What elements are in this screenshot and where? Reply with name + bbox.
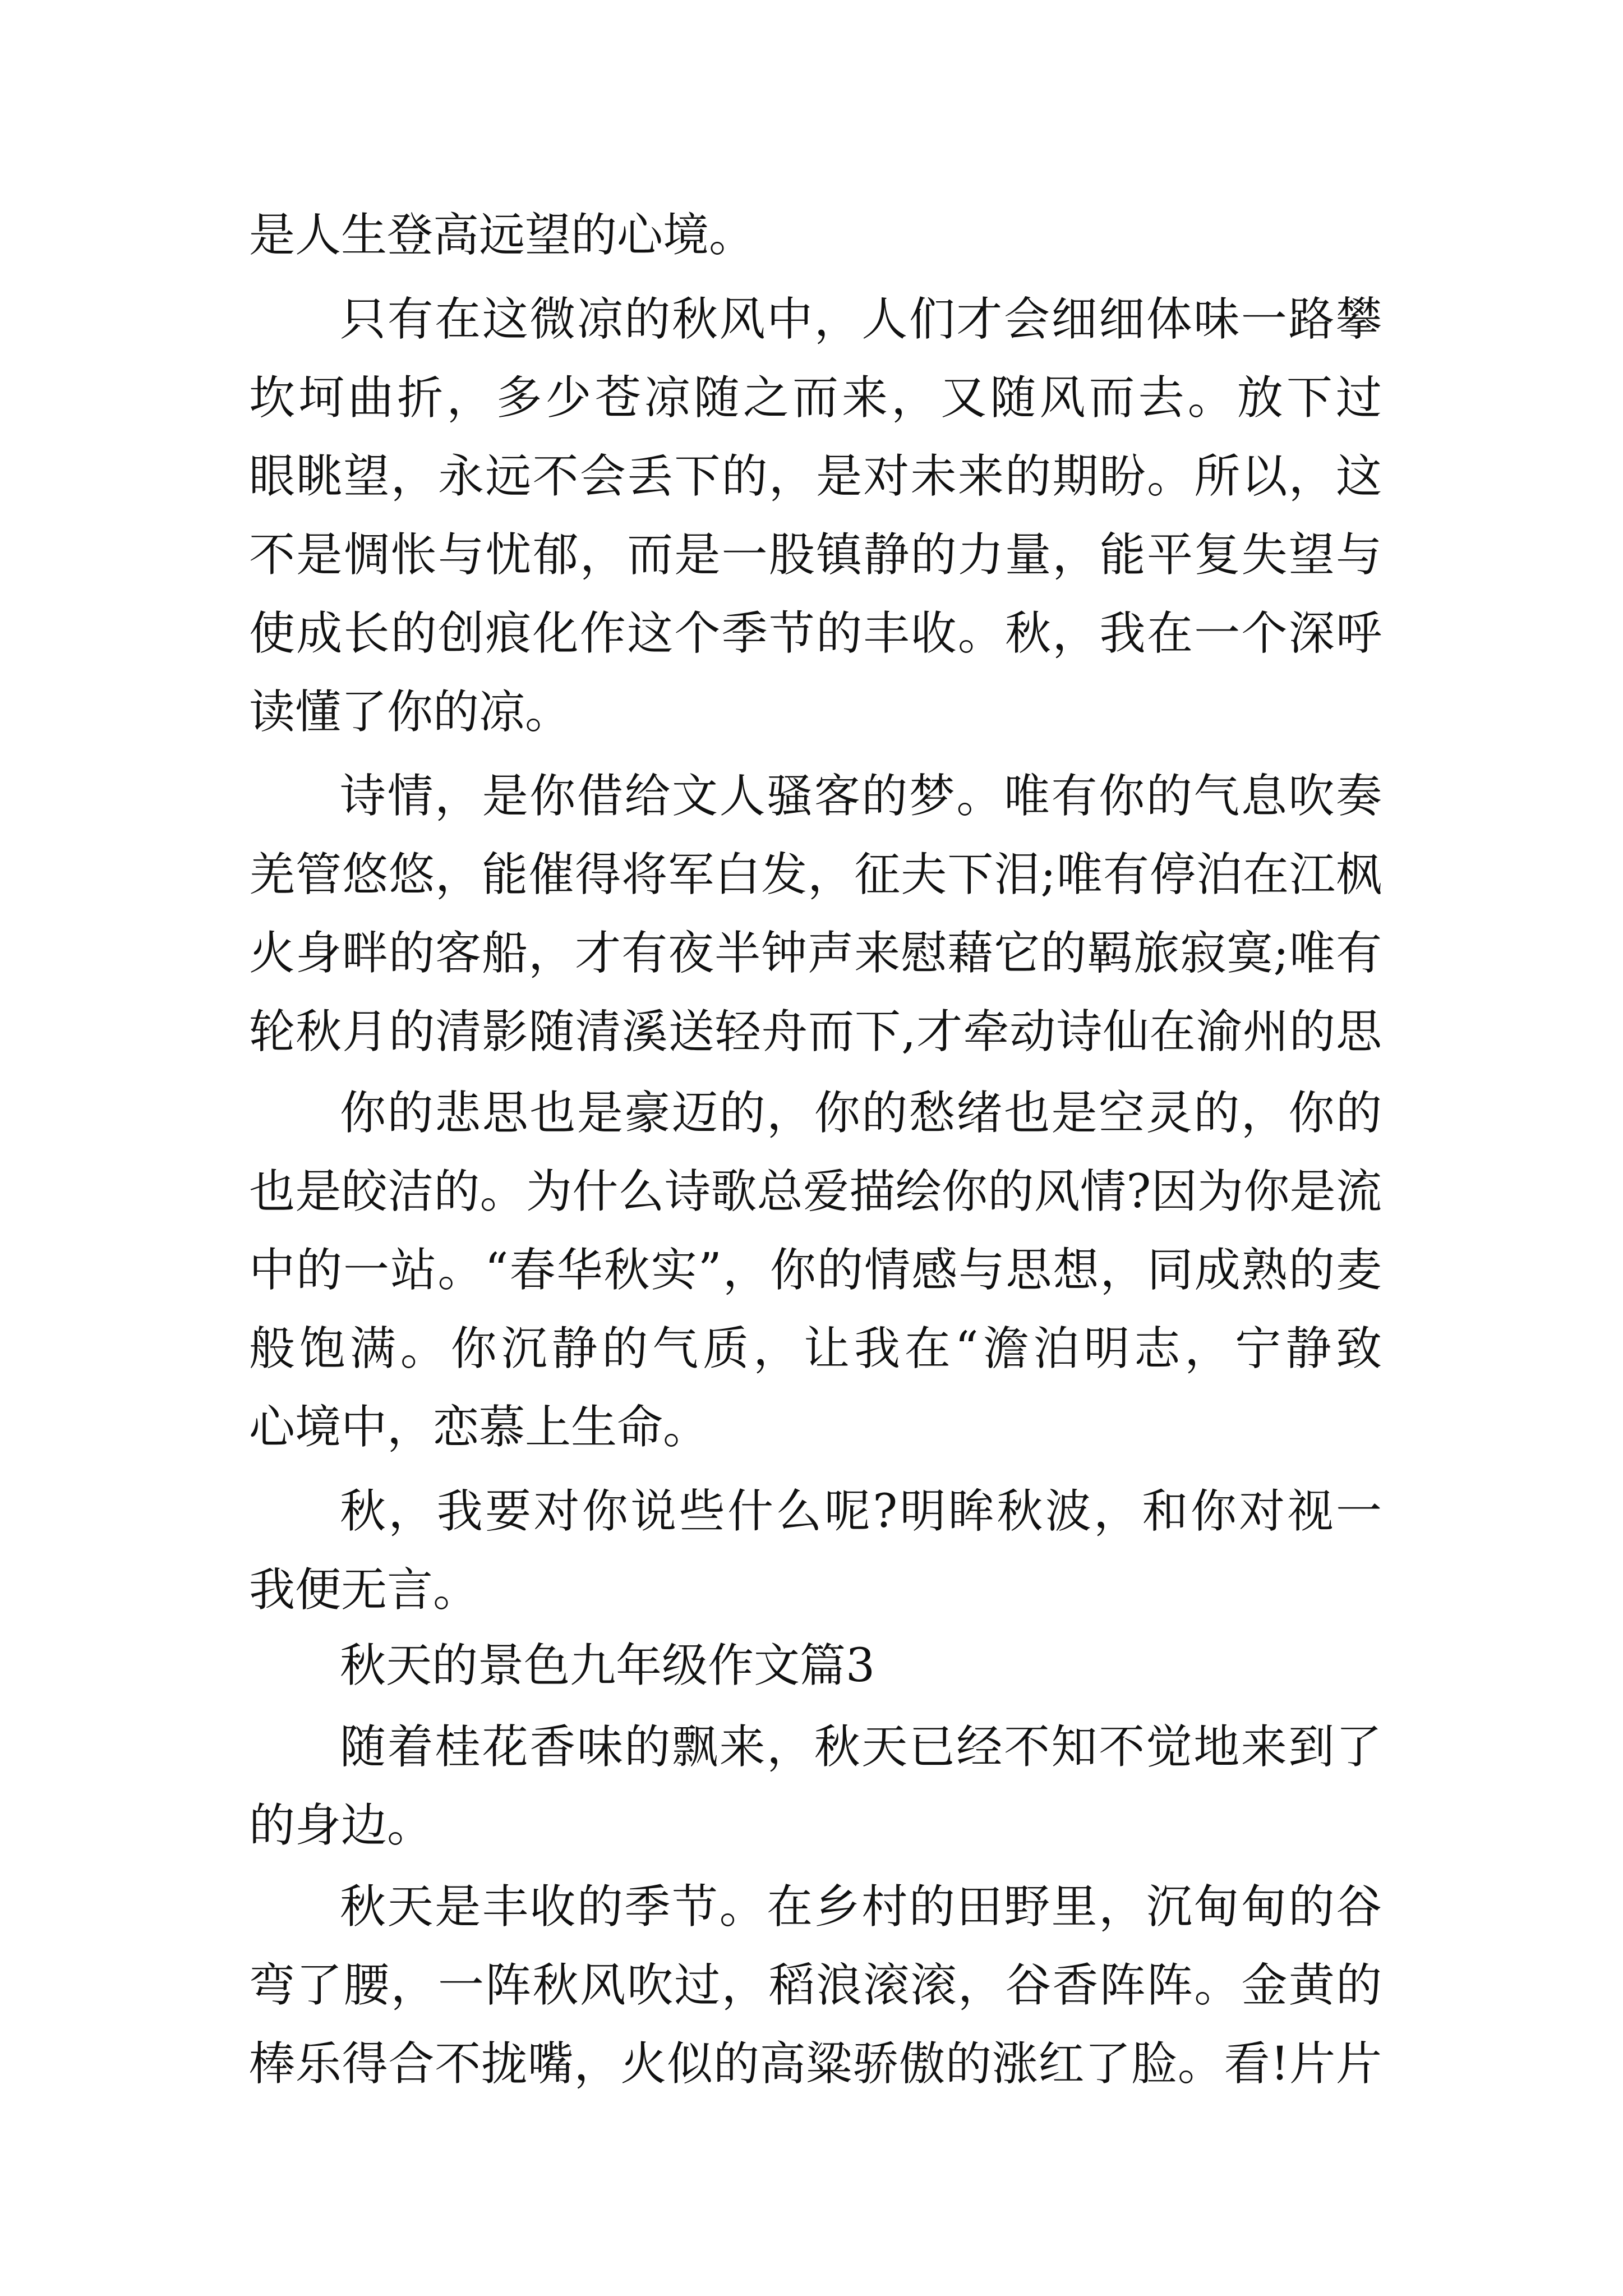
paragraph-first-line [340,1484,1382,1540]
paragraph-first-line [340,1879,1382,1935]
line-text: 只有在这微凉的秋风中，人们才会细细体味一路攀 [340,293,1382,346]
text-line [249,2036,1382,2092]
line-text: 诗情，是你借给文人骚客的梦。唯有你的气息吹奏 [340,770,1382,823]
line-text: 轮秋月的清影随清溪送轻舟而下,才牵动诗仙在渝州的思 [249,1005,1382,1059]
section-heading [340,1638,1473,1694]
line-text: 火身畔的客船，才有夜半钟声来慰藉它的羁旅寂寞;唯有 [249,927,1382,980]
paragraph-first-line [340,1085,1382,1142]
text-line [249,527,1382,583]
line-text: 眼眺望，永远不会丢下的，是对未来的期盼。所以，这 [249,450,1382,503]
line-text: 不是惆怅与忧郁，而是一股镇静的力量，能平复失望与 [249,528,1382,582]
text-line [249,370,1382,426]
line-text: 棒乐得合不拢嘴，火似的高粱骄傲的涨红了脸。看!片片 [249,2037,1382,2091]
text-line [249,1004,1382,1060]
paragraph-first-line [340,1719,1382,1775]
heading-text: 秋天的景色九年级作文篇3 [340,1639,875,1692]
line-text: 羌管悠悠，能催得将军白发，征夫下泪;唯有停泊在江枫 [249,848,1382,901]
text-line [249,1958,1382,2014]
line-text: 你的悲思也是豪迈的，你的愁绪也是空灵的，你的 [340,1087,1382,1140]
text-line [249,1562,1382,1618]
text-line [249,926,1382,982]
text-line [249,606,1382,662]
text-line [249,1164,1382,1220]
line-text: 般饱满。你沉静的气质，让我在“澹泊明志，宁静致 [249,1322,1382,1375]
text-line [249,208,1382,264]
text-line [249,684,1382,740]
text-line [249,1400,1382,1456]
line-text: 心境中，恋慕上生命。 [249,1401,709,1454]
line-text: 秋天是丰收的季节。在乡村的田野里，沉甸甸的谷 [340,1880,1382,1934]
line-text: 我便无言。 [249,1563,479,1617]
line-text: 使成长的创痕化作这个季节的丰收。秋，我在一个深呼 [249,607,1382,660]
line-text: 秋，我要对你说些什么呢?明眸秋波，和你对视一 [340,1485,1382,1538]
line-text: 的身边。 [249,1799,434,1852]
line-text: 中的一站。“春华秋实”，你的情感与思想，同成熟的麦 [249,1244,1382,1297]
line-text: 是人生登高远望的心境。 [249,209,755,262]
text-line [249,1798,1382,1854]
paragraph-first-line [340,292,1382,348]
line-text: 弯了腰，一阵秋风吹过，稻浪滚滚，谷香阵阵。金黄的 [249,1959,1382,2012]
text-line [249,847,1382,903]
paragraph-first-line [340,769,1382,825]
line-text: 坎坷曲折，多少苍凉随之而来，又随风而去。放下过 [249,371,1382,425]
text-line [249,1321,1382,1377]
line-text: 随着桂花香味的飘来，秋天已经不知不觉地来到了 [340,1720,1382,1774]
line-text: 也是皎洁的。为什么诗歌总爱描绘你的风情?因为你是流 [249,1165,1382,1218]
text-line [249,1243,1382,1299]
text-line [249,449,1382,505]
line-text: 读懂了你的凉。 [249,685,571,739]
